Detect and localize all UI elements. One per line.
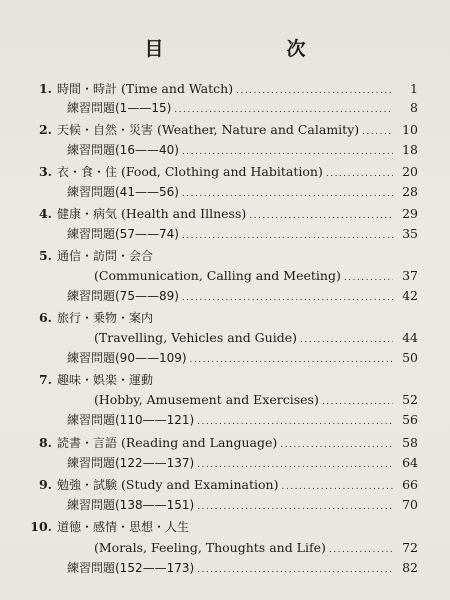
chapter-title-en: (Food, Clothing and Habitation) — [121, 164, 323, 179]
chapter-title-jp: 時間・時計 — [57, 82, 118, 96]
page-number: 35 — [402, 226, 418, 241]
chapter-title-jp: 天候・自然・災害 — [57, 123, 154, 137]
chapter-number: 6. — [38, 310, 52, 325]
chapter-number: 3. — [38, 164, 52, 179]
toc-entry — [0, 371, 450, 389]
leader-dots — [182, 227, 393, 245]
page-number: 58 — [402, 435, 418, 450]
leader-dots — [280, 436, 393, 454]
toc-entry — [0, 205, 450, 223]
leader-dots — [182, 143, 393, 161]
leader-dots — [326, 165, 393, 183]
chapter-number: 9. — [38, 477, 52, 492]
leader-dots — [300, 331, 393, 349]
page-number: 37 — [402, 268, 418, 283]
page-number: 66 — [402, 477, 418, 492]
leader-dots — [362, 123, 393, 141]
toc-exercise — [0, 99, 450, 117]
toc-entry — [0, 247, 450, 265]
chapter-title-en: (Hobby, Amusement and Exercises) — [94, 392, 319, 407]
leader-dots — [182, 289, 393, 307]
page-number: 64 — [402, 455, 418, 470]
page-number: 28 — [402, 184, 418, 199]
toc-entry — [0, 80, 450, 98]
page-number: 18 — [402, 142, 418, 157]
exercise-label: 練習問題(152——173) — [67, 561, 195, 575]
exercise-label: 練習問題(138——151) — [67, 498, 195, 512]
toc-exercise — [0, 411, 450, 429]
chapter-number: 7. — [38, 372, 52, 387]
page-number: 42 — [402, 288, 418, 303]
toc-exercise — [0, 496, 450, 514]
chapter-title-jp: 読書・言語 — [57, 436, 118, 450]
toc-entry-continued — [0, 267, 450, 285]
toc-exercise — [0, 225, 450, 243]
toc-exercise — [0, 454, 450, 472]
chapter-title-en: (Communication, Calling and Meeting) — [94, 268, 341, 283]
leader-dots — [236, 82, 393, 100]
toc-exercise — [0, 559, 450, 577]
chapter-title-en: (Reading and Language) — [121, 435, 278, 450]
chapter-number: 5. — [38, 248, 52, 263]
leader-dots — [329, 541, 393, 559]
exercise-label: 練習問題(75——89) — [67, 289, 179, 303]
chapter-title-en: (Health and Illness) — [121, 206, 247, 221]
page-number: 52 — [402, 392, 418, 407]
toc-entry — [0, 121, 450, 139]
leader-dots — [190, 351, 393, 369]
exercise-label: 練習問題(122——137) — [67, 456, 195, 470]
chapter-title-en: (Travelling, Vehicles and Guide) — [94, 330, 297, 345]
chapter-title-jp: 道徳・感情・思想・人生 — [57, 520, 190, 534]
leader-dots — [197, 456, 393, 474]
chapter-title-jp: 通信・訪問・会合 — [57, 249, 154, 263]
leader-dots — [174, 101, 393, 119]
toc-entry-continued — [0, 539, 450, 557]
chapter-title-jp: 健康・病気 — [57, 207, 118, 221]
toc-exercise — [0, 349, 450, 367]
chapter-number: 2. — [38, 122, 52, 137]
toc-entry — [0, 163, 450, 181]
leader-dots — [197, 561, 393, 579]
chapter-title-en: (Time and Watch) — [121, 81, 234, 96]
toc-exercise — [0, 141, 450, 159]
page-number: 56 — [402, 412, 418, 427]
chapter-title-en: (Weather, Nature and Calamity) — [157, 122, 360, 137]
page-number: 8 — [410, 100, 418, 115]
leader-dots — [322, 393, 393, 411]
chapter-title-jp: 趣味・娯楽・運動 — [57, 373, 154, 387]
exercise-label: 練習問題(41——56) — [67, 185, 179, 199]
leader-dots — [249, 207, 393, 225]
exercise-label: 練習問題(1——15) — [67, 101, 172, 115]
page-number: 1 — [410, 81, 418, 96]
exercise-label: 練習問題(16——40) — [67, 143, 179, 157]
toc-entry — [0, 309, 450, 327]
page-title: 目 次 — [144, 38, 358, 60]
toc-entry-continued — [0, 329, 450, 347]
toc-entry — [0, 518, 450, 536]
page-number: 50 — [402, 350, 418, 365]
chapter-title-en: (Study and Examination) — [121, 477, 279, 492]
page-number: 10 — [402, 122, 418, 137]
page-number: 29 — [402, 206, 418, 221]
chapter-title-jp: 旅行・乗物・案内 — [57, 311, 154, 325]
exercise-label: 練習問題(57——74) — [67, 227, 179, 241]
page-number: 44 — [402, 330, 418, 345]
toc-entry-continued — [0, 391, 450, 409]
exercise-label: 練習問題(110——121) — [67, 413, 195, 427]
toc-exercise — [0, 287, 450, 305]
leader-dots — [182, 185, 393, 203]
toc-entry — [0, 476, 450, 494]
exercise-label: 練習問題(90——109) — [67, 351, 187, 365]
leader-dots — [197, 498, 393, 516]
page-number: 70 — [402, 497, 418, 512]
toc-entry — [0, 434, 450, 452]
chapter-number: 10. — [30, 519, 52, 534]
leader-dots — [344, 269, 393, 287]
page-number: 82 — [402, 560, 418, 575]
chapter-number: 4. — [38, 206, 52, 221]
leader-dots — [281, 478, 393, 496]
page-number: 72 — [402, 540, 418, 555]
toc-exercise — [0, 183, 450, 201]
chapter-title-en: (Morals, Feeling, Thoughts and Life) — [94, 540, 326, 555]
chapter-title-jp: 衣・食・住 — [57, 165, 118, 179]
leader-dots — [197, 413, 393, 431]
chapter-number: 1. — [38, 81, 52, 96]
page-number: 20 — [402, 164, 418, 179]
chapter-title-jp: 勉強・試験 — [57, 478, 118, 492]
chapter-number: 8. — [38, 435, 52, 450]
